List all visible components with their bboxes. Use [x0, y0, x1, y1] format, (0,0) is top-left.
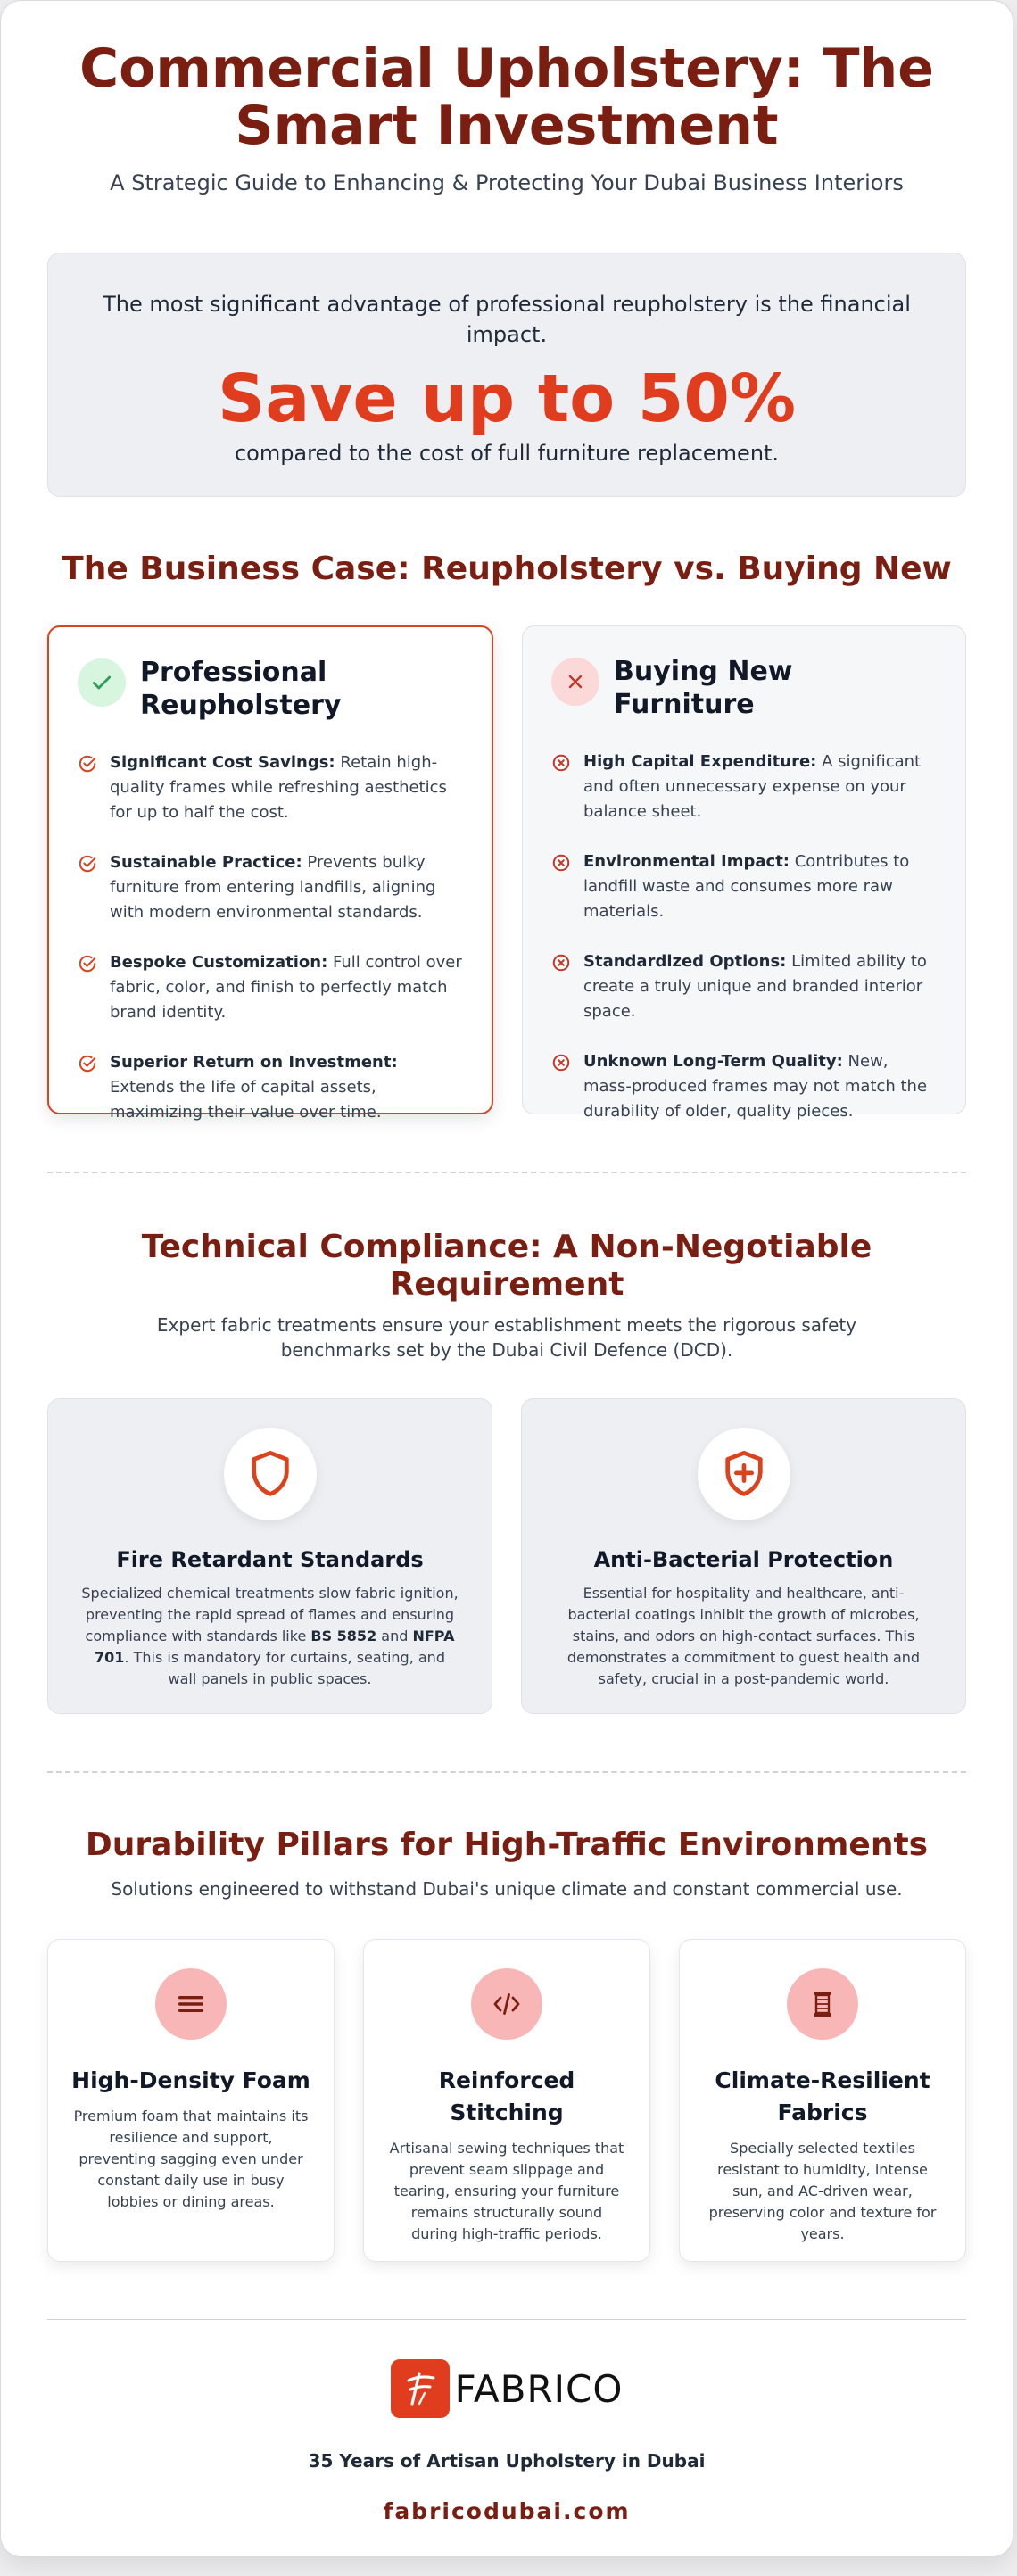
list-item [551, 1049, 937, 1124]
desc-text: and [376, 1628, 413, 1644]
comparison-cards [47, 625, 966, 1122]
list-item [78, 750, 463, 825]
x-circle-icon [551, 853, 571, 873]
buying-new-card [522, 625, 966, 1121]
standard-bs5852: BS 5852 [310, 1628, 377, 1644]
benefit-list [78, 750, 463, 1125]
x-icon [551, 658, 599, 706]
check-circle-icon [78, 854, 97, 874]
pillar-title: Reinforced Stitching [438, 2067, 575, 2125]
card-header [78, 656, 463, 722]
desc-text: Specialized chemical treatments slow fabric ignition, preventing the rapid spread of flames and ensuring compliance with standards like [81, 1585, 459, 1644]
item-text: Full control over fabric, color, and finish to perfectly match brand identity. [110, 953, 462, 1022]
pillar-card [47, 1939, 335, 2262]
spool-icon [787, 1968, 858, 2040]
item-text: Retain high-quality frames while refreshing aesthetics for up to half the cost. [110, 753, 447, 822]
x-circle-icon [551, 953, 571, 973]
list-item [551, 750, 937, 824]
x-circle-icon [551, 1053, 571, 1073]
item-label: Superior Return on Investment: [110, 1053, 398, 1072]
list-item [78, 950, 463, 1025]
item-text: New, mass-produced frames may not match the durability of older, quality pieces. [583, 1052, 928, 1121]
card-title: Buying New Furniture [614, 656, 793, 720]
x-circle-icon [551, 753, 571, 773]
footer-tagline: 35 Years of Artisan Upholstery in Dubai [308, 2450, 706, 2472]
savings-callout [47, 253, 966, 497]
fabrico-logo-icon [391, 2359, 450, 2418]
section-divider [47, 1771, 966, 1773]
list-item [78, 1050, 463, 1125]
savings-headline: Save up to 50% [218, 360, 796, 437]
savings-after: compared to the cost of full furniture replacement. [234, 441, 780, 466]
item-text: Prevents bulky furniture from entering landfills, aligning with modern environmental standards. [110, 853, 436, 922]
pillar-description: Artisanal sewing techniques that prevent seam slippage and tearing, ensuring your furniture remains structurally sound during high-traffic periods. [389, 2140, 624, 2242]
list-item [78, 850, 463, 925]
pillar-title: High-Density Foam [71, 2067, 310, 2093]
card-description [79, 1583, 461, 1690]
page-title: Commercial Upholstery: The Smart Investment [79, 37, 934, 157]
fire-retardant-card [47, 1398, 492, 1714]
pillar-description: Specially selected textiles resistant to humidity, intense sun, and AC-driven wear, preserving color and texture for years. [708, 2140, 937, 2242]
item-label: Sustainable Practice: [110, 853, 302, 872]
brand-logo [47, 2359, 966, 2418]
list-item [551, 949, 937, 1024]
item-label: Significant Cost Savings: [110, 753, 335, 772]
compliance-heading: Technical Compliance: A Non-Negotiable Requirement [141, 1229, 872, 1303]
card-title: Anti-Bacterial Protection [593, 1547, 894, 1572]
item-label: High Capital Expenditure: [583, 752, 817, 771]
desc-text: . This is mandatory for curtains, seating, and wall panels in public spaces. [124, 1649, 445, 1687]
savings-lead: The most significant advantage of professional reupholstery is the financial impact. [103, 292, 911, 347]
pillar-card [679, 1939, 966, 2262]
professional-reupholstery-card [47, 625, 493, 1122]
section-divider [47, 1172, 966, 1173]
compliance-cards [47, 1398, 966, 1714]
item-label: Standardized Options: [583, 952, 787, 971]
footer-divider [47, 2319, 966, 2320]
check-icon [78, 658, 126, 707]
pillar-card [363, 1939, 650, 2262]
drawback-list [551, 750, 937, 1124]
card-header [551, 655, 937, 721]
shield-plus-icon [698, 1428, 790, 1520]
item-label: Environmental Impact: [583, 852, 790, 871]
check-circle-icon [78, 954, 97, 973]
item-text: A significant and often unnecessary expense on your balance sheet. [583, 752, 922, 821]
check-circle-icon [78, 1054, 97, 1073]
code-stitch-icon [471, 1968, 542, 2040]
card-description: Essential for hospitality and healthcare, anti-bacterial coatings inhibit the growth of microbes, stains, and odors on high-contact surfaces. This demonstrates a commitment to guest health and safety, crucial in a post-pandemic world. [566, 1585, 921, 1687]
card-title: Fire Retardant Standards [116, 1547, 424, 1572]
pillar-title: Climate-Resilient Fabrics [715, 2067, 930, 2125]
durability-heading: Durability Pillars for High-Traffic Environments [85, 1826, 929, 1863]
website-link[interactable]: fabricodubai.com [383, 2498, 631, 2524]
card-title: Professional Reupholstery [140, 657, 342, 721]
list-item [551, 849, 937, 924]
shield-icon [224, 1428, 317, 1520]
business-case-heading: The Business Case: Reupholstery vs. Buying New [62, 551, 952, 587]
standard-nfpa701: NFPA 701 [95, 1628, 455, 1666]
compliance-subheading: Expert fabric treatments ensure your establishment meets the rigorous safety benchmarks set by the Dubai Civil Defence (DCD). [156, 1314, 857, 1361]
item-label: Bespoke Customization: [110, 953, 328, 972]
page-subtitle: A Strategic Guide to Enhancing & Protecting Your Dubai Business Interiors [110, 170, 904, 195]
brand-name: FABRICO [454, 2366, 624, 2411]
item-text: Limited ability to create a truly unique and branded interior space. [583, 952, 927, 1021]
item-label: Unknown Long-Term Quality: [583, 1052, 843, 1071]
item-text: Contributes to landfill waste and consumes more raw materials. [583, 852, 910, 921]
anti-bacterial-card [521, 1398, 966, 1714]
layers-icon [155, 1968, 227, 2040]
durability-subheading: Solutions engineered to withstand Dubai's unique climate and constant commercial use. [111, 1878, 903, 1900]
durability-pillars [47, 1939, 966, 2262]
check-circle-icon [78, 754, 97, 774]
item-text: Extends the life of capital assets, maximizing their value over time. [110, 1078, 382, 1122]
pillar-description: Premium foam that maintains its resilience and support, preventing sagging even under constant daily use in busy lobbies or dining areas. [73, 2108, 309, 2210]
